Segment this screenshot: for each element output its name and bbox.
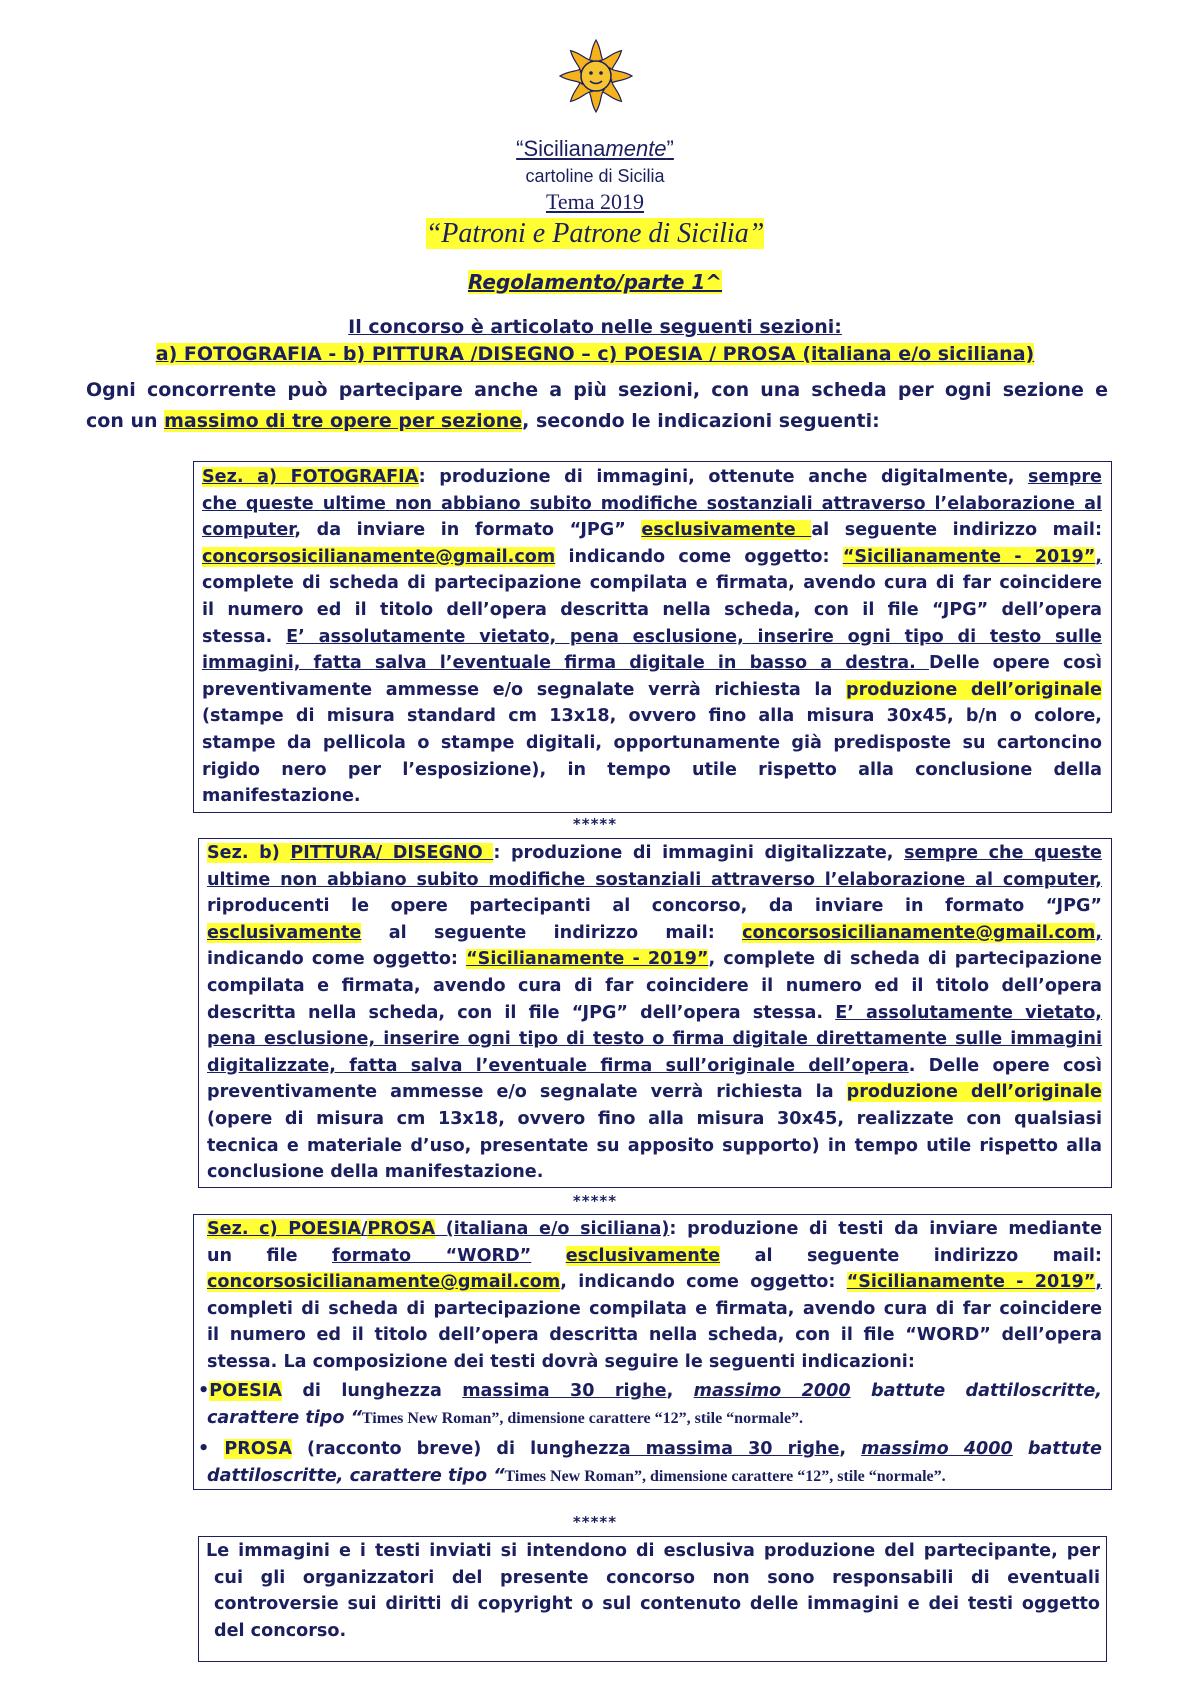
header-title: “Sicilianamente” [516, 136, 674, 161]
header-subtitle: cartoline di Sicilia [525, 166, 665, 186]
section-a-text: Sez. a) FOTOGRAFIA: produzione di immagini, ottenute anche digitalmente, sempre che queste ultime non abbiano subito modifiche sostanziali attraverso l’elaborazione al computer, da inviare in formato “JPG” esclusivamente al seguente indirizzo mail: concorsosicilianamente@gmail.com indicando come oggetto: “Sicilianamente - 2019”, complete di scheda di partecipazione compilata e firmata, avendo cura di far coincidere il numero ed il titolo dell’opera descritta nella scheda, con il file “JPG” dell’opera stessa. E’ assolutamente vietato, pena esclusione, inserire ogni tipo di testo sulle immagini, fatta salva l’eventuale firma digitale in basso a destra. Delle opere così preventivamente ammesse e/o segnalate verrà richiesta la produzione dell’originale (stampe di misura standard cm 13x18, ovvero fino alla misura 30x45, b/n o colore, stampe da pellicola o stampe digitali, opportunamente già predisposte su cartoncino rigido nero per l’esposizione), in tempo utile rispetto alla conclusione della manifestazione. [202, 467, 1103, 807]
section-b-text: Sez. b) PITTURA/ DISEGNO : produzione di immagini digitalizzate, sempre che queste ultime non abbiano subito modifiche sostanziali attraverso l’elaborazione al computer, riproducenti le opere partecipanti al concorso, da inviare in formato “JPG” esclusivamente al seguente indirizzo mail: concorsosicilianamente@gmail.com, indicando come oggetto: “Sicilianamente - 2019”, complete di scheda di partecipazione compilata e firmata, avendo cura di far coincidere il numero ed il titolo dell’opera descritta nella scheda, con il file “JPG” dell’opera stessa. E’ assolutamente vietato, pena esclusione, inserire ogni tipo di testo o firma digitale direttamente sulle immagini digitalizzate, fatta salva l’eventuale firma sull’originale dell’opera. Delle opere così preventivamente ammesse e/o segnalate verrà richiesta la produzione dell’originale (opere di misura cm 13x18, ovvero fino alla misura 30x45, realizzate con qualsiasi tecnica e materiale d’uso, presentate su apposito supporto) in tempo utile rispetto alla conclusione della manifestazione. [207, 843, 1102, 1183]
email-link[interactable]: concorsosicilianamente@gmail.com [202, 546, 556, 567]
sun-logo [558, 38, 634, 114]
section-c-text: Sez. c) POESIA/PROSA (italiana e/o siciliana): produzione di testi da inviare mediante un file formato “WORD” esclusivamente al seguente indirizzo mail: concorsosicilianamente@gmail.com, indicando come oggetto: “Sicilianamente - 2019”, completi di scheda di partecipazione compilata e firmata, avendo cura di far coincidere il numero ed il titolo dell’opera descritta nella scheda, con il file “WORD” dell’opera stessa. La composizione dei testi dovrà seguire le seguenti indicazioni: [207, 1219, 1103, 1372]
email-link[interactable]: concorsosicilianamente@gmail.com [742, 922, 1096, 943]
sections-heading: Il concorso è articolato nelle seguenti sezioni: [348, 316, 842, 338]
email-link[interactable]: concorsosicilianamente@gmail.com [207, 1272, 561, 1293]
theme-year: Tema 2019 [545, 189, 645, 214]
regolamento-title: Regolamento/parte 1^ [467, 270, 723, 294]
section-c-prosa: • PROSA (racconto breve) di lunghezza massima 30 righe, massimo 4000 battute dattiloscritte, carattere tipo “Times New Roman”, dimensione carattere “12”, stile “normale”. [198, 1439, 1102, 1486]
section-a-label: Sez. a) FOTOGRAFIA [202, 467, 419, 487]
separator-2: ***** [572, 1192, 618, 1210]
sun-icon [558, 38, 634, 114]
separator-1: ***** [572, 815, 618, 833]
bullet-icon: • [198, 1439, 210, 1459]
sections-list: a) FOTOGRAFIA - b) PITTURA /DISEGNO – c) POESIA / PROSA (italiana e/o siciliana) [155, 343, 1035, 365]
section-c-poesia: •POESIA di lunghezza massima 30 righe, massimo 2000 battute dattiloscritte, carattere tipo “Times New Roman”, dimensione carattere “12”, stile “normale”. [198, 1381, 1102, 1428]
bullet-icon: • [198, 1381, 210, 1401]
disclaimer-text: Le immagini e i testi inviati si intendono di esclusiva produzione del partecipante, per cui gli organizzatori del presente concorso non sono responsabili di eventuali controversie sui diritti di copyright o sul contenuto delle immagini e dei testi oggetto del concorso. [206, 1541, 1100, 1641]
theme-title: “Patroni e Patrone di Sicilia” [425, 218, 765, 249]
intro-paragraph: Ogni concorrente può partecipare anche a più sezioni, con una scheda per ogni sezione e con un massimo di tre opere per sezione, secondo le indicazioni seguenti: [86, 379, 1108, 432]
separator-3: ***** [572, 1513, 618, 1531]
